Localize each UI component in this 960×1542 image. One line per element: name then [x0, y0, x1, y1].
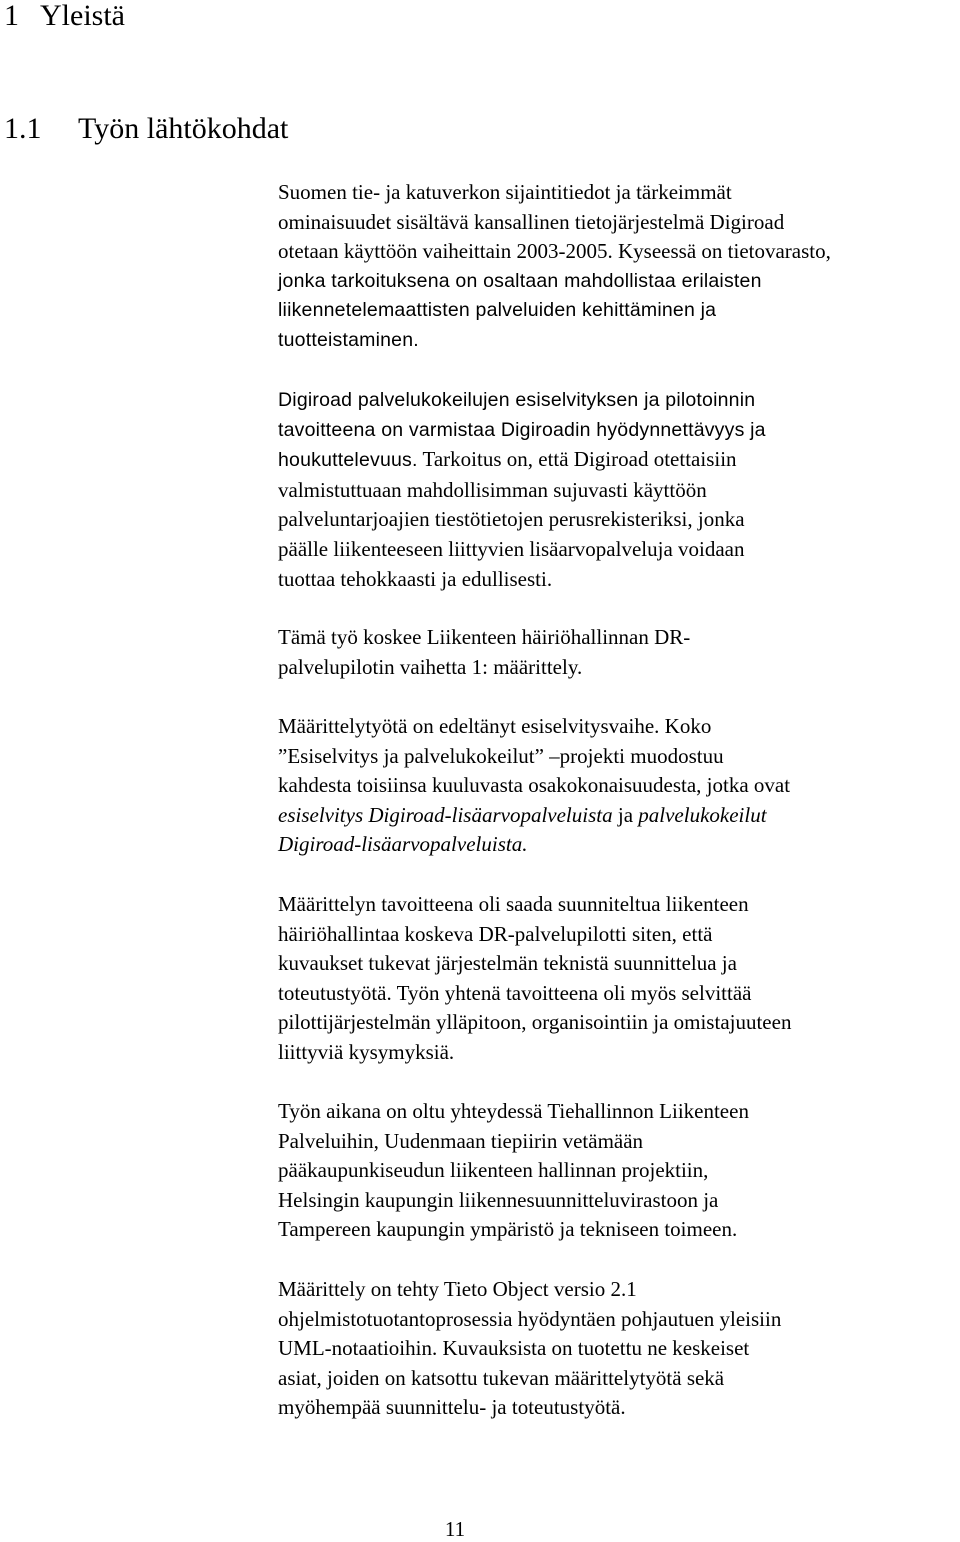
- paragraph-line: [278, 237, 960, 267]
- paragraph-line: häiriöhallintaa koskeva DR-palvelupilotti siten, että: [278, 921, 713, 946]
- paragraph-4: [278, 712, 960, 860]
- paragraph-line: jonka tarkoituksena on osaltaan mahdollistaa erilaisten: [278, 269, 762, 292]
- paragraph-line: asiat, joiden on katsottu tukevan määrittelytyötä sekä: [278, 1365, 725, 1390]
- paragraph-2: [278, 386, 960, 594]
- paragraph-line: Helsingin kaupungin liikennesuunnitteluvirastoon ja: [278, 1187, 719, 1212]
- paragraph-line: Tämä työ koskee Liikenteen häiriöhallinnan DR-: [278, 625, 691, 649]
- paragraph-line: myöhempää suunnittelu- ja toteutustyötä.: [278, 1395, 626, 1420]
- paragraph-line: pilottijärjestelmän ylläpitoon, organisointiin ja omistajuuteen: [278, 1010, 792, 1035]
- chapter-number: 1: [4, 0, 19, 32]
- paragraph-line: ohjelmistotuotantoprosessia hyödyntäen pohjautuen yleisiin: [278, 1306, 782, 1331]
- italic-text: Digiroad-lisäarvopalveluista.: [278, 832, 528, 857]
- chapter-heading: [4, 0, 125, 34]
- paragraph-line: [278, 801, 960, 831]
- paragraph-text: Määrittelytyötä on edeltänyt esiselvitysvaihe.: [278, 714, 660, 738]
- paragraph-line: kahdesta toisiinsa kuuluvasta osakokonaisuudesta, jotka ovat: [278, 773, 791, 798]
- paragraph-text: Kyseessä on tietovarasto,: [618, 239, 831, 264]
- paragraph-line: [278, 830, 960, 860]
- paragraph-line: Määrittely on tehty Tieto Object versio 2.1: [278, 1277, 637, 1301]
- paragraph-line: Palveluihin, Uudenmaan tiepiirin vetämään: [278, 1128, 644, 1153]
- paragraph-line: tavoitteena on varmistaa Digiroadin hyödynnettävyys ja: [278, 418, 766, 441]
- section-title: Työn lähtökohdat: [78, 112, 289, 145]
- paragraph-text: houkuttelevuus.: [278, 449, 418, 472]
- paragraph-text: otetaan käyttöön vaiheittain 2003-2005.: [278, 239, 613, 264]
- paragraph-line: Työn aikana on oltu yhteydessä Tiehallinnon Liikenteen: [278, 1099, 749, 1123]
- paragraph-text: Koko: [664, 714, 712, 738]
- section-heading: [4, 111, 288, 147]
- paragraph-line: Määrittelyn tavoitteena oli saada suunniteltua liikenteen: [278, 892, 749, 916]
- paragraph-line: tuottaa tehokkaasti ja edullisesti.: [278, 566, 553, 591]
- section-number: 1.1: [4, 112, 42, 145]
- italic-text: palvelukokeilut: [638, 802, 767, 827]
- paragraph-line: toteutustyötä. Työn yhtenä tavoitteena oli myös selvittää: [278, 980, 752, 1005]
- paragraph-7: [278, 1275, 960, 1423]
- paragraph-line: tuotteistaminen.: [278, 328, 419, 351]
- paragraph-line: Digiroad palvelukokeilujen esiselvityksen ja pilotoinnin: [278, 389, 756, 411]
- paragraph-text: Tarkoitus on, että Digiroad otettaisiin: [422, 447, 737, 472]
- paragraph-line: UML-notaatioihin. Kuvauksista on tuotettu ne keskeiset: [278, 1336, 750, 1361]
- paragraph-line: valmistuttuaan mahdollisimman sujuvasti käyttöön: [278, 477, 707, 502]
- chapter-title: Yleistä: [40, 0, 125, 32]
- paragraph-1: [278, 178, 960, 356]
- paragraph-line: kuvaukset tukevat järjestelmän teknistä suunnittelua ja: [278, 951, 737, 976]
- paragraph-line: liikennetelemaattisten palveluiden kehittäminen ja: [278, 299, 717, 322]
- italic-text: esiselvitys Digiroad-lisäarvopalveluista: [278, 802, 613, 827]
- paragraph-line: palveluntarjoajien tiestötietojen perusrekisteriksi, jonka: [278, 507, 745, 532]
- paragraph-line: [278, 712, 960, 742]
- paragraph-line: päälle liikenteeseen liittyvien lisäarvopalveluja voidaan: [278, 536, 745, 561]
- paragraph-line: ”Esiselvitys ja palvelukokeilut” –projekti muodostuu: [278, 743, 724, 768]
- paragraph-line: Tampereen kaupungin ympäristö ja tekniseen toimeen.: [278, 1217, 738, 1242]
- paragraph-line: palvelupilotin vaihetta 1: määrittely.: [278, 654, 583, 679]
- page-number: 11: [444, 1517, 466, 1541]
- paragraph-text: ja: [612, 802, 639, 827]
- paragraph-line: Suomen tie- ja katuverkon sijaintitiedot ja tärkeimmät: [278, 180, 732, 204]
- paragraph-6: [278, 1097, 960, 1245]
- paragraph-3: [278, 623, 960, 682]
- paragraph-5: [278, 890, 960, 1068]
- paragraph-line: [278, 445, 960, 476]
- paragraph-line: liittyviä kysymyksiä.: [278, 1039, 455, 1064]
- paragraph-line: pääkaupunkiseudun liikenteen hallinnan projektiin,: [278, 1158, 709, 1183]
- paragraph-line: ominaisuudet sisältävä kansallinen tietojärjestelmä Digiroad: [278, 209, 785, 234]
